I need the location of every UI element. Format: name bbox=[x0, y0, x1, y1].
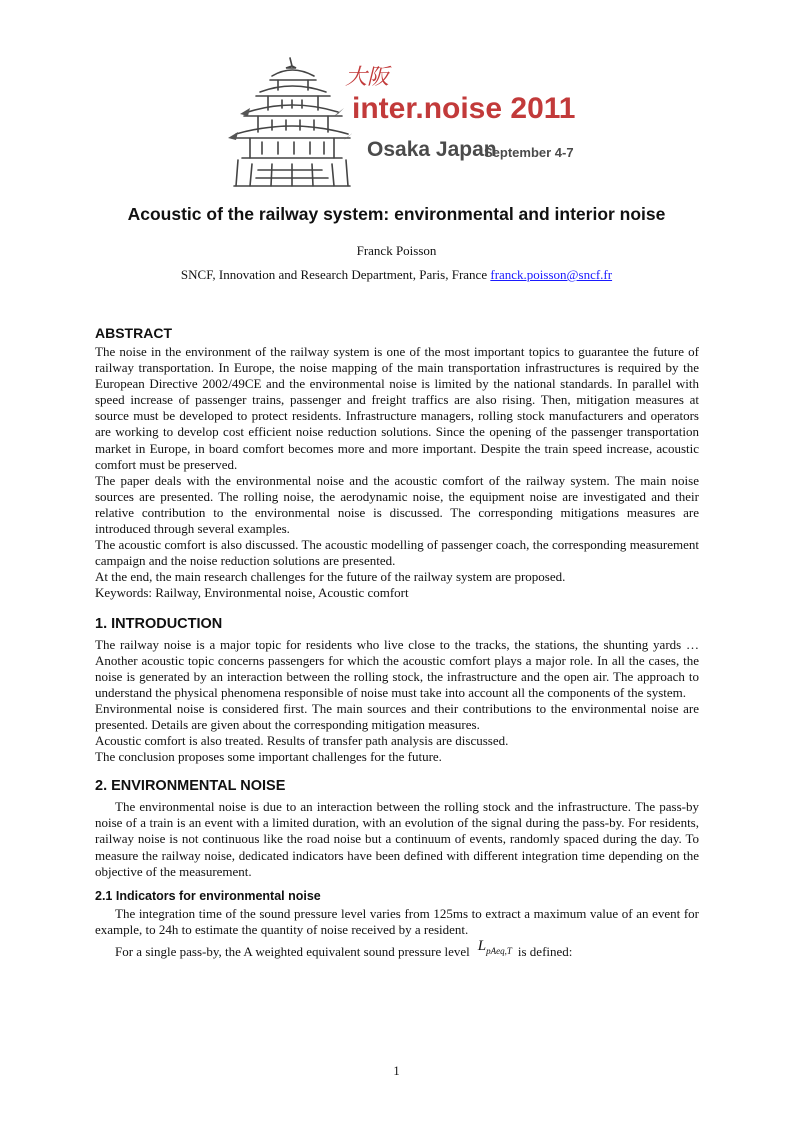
subsection-heading-indicators: 2.1 Indicators for environmental noise bbox=[95, 888, 321, 903]
indicators-paragraph: The integration time of the sound pressure level varies from 125ms to extract a maximum value of an event for example, to 24h to estimate the quantity of noise received by a resident. bbox=[95, 905, 699, 937]
abstract-paragraph: The acoustic comfort is also discussed. The acoustic modelling of passenger coach, the corresponding measurement campaign and the noise reduction solutions are presented. bbox=[95, 537, 699, 569]
intro-paragraph: The railway noise is a major topic for residents who live close to the tracks, the stations, the shunting yards … Another acoustic topic concerns passengers for which the acoustic comfort plays a major role. In all the cases, the noise is generated by an interaction between the rolling stock, the infrastructure and the open air. The approach to understand the physical phenomena responsible of noise must take into account all the components of the system. bbox=[95, 636, 699, 700]
abstract-paragraph: At the end, the main research challenges for the future of the railway system are proposed. bbox=[95, 569, 566, 585]
logo-location: Osaka Japan bbox=[367, 138, 497, 161]
author-affiliation bbox=[0, 267, 793, 283]
conference-logo bbox=[222, 54, 582, 189]
math-symbol-lpaeq bbox=[478, 938, 512, 954]
logo-kanji: 大阪 bbox=[345, 65, 390, 90]
intro-paragraph: Acoustic comfort is also treated. Results of transfer path analysis are discussed. bbox=[95, 733, 509, 749]
logo-dates: September 4-7 bbox=[484, 145, 574, 160]
math-subscript: pAeq,T bbox=[486, 945, 512, 956]
paper-body bbox=[95, 325, 699, 965]
abstract-heading: ABSTRACT bbox=[95, 325, 172, 341]
indicators-formula-line bbox=[95, 937, 699, 965]
abstract-paragraph: The paper deals with the environmental noise and the acoustic comfort of the railway system. The main noise sources are presented. The rolling noise, the aerodynamic noise, the equipment noise are investigated and their relative contribution to the environmental noise is discussed. The corresponding mitigations measures are introduced through several examples. bbox=[95, 472, 699, 537]
env-paragraph: The environmental noise is due to an interaction between the rolling stock and the infrastructure. The pass-by noise of a train is an event with a limited duration, with an evolution of the signal during the pass-by. For residents, railway noise is not continuous like the road noise but a continuum of events, randomly spaced during the day. To measure the railway noise, dedicated indicators have been defined with different integration time depending on the objective of the measurement. bbox=[95, 799, 699, 879]
logo-title: inter.noise 2011 bbox=[352, 92, 576, 125]
intro-paragraph: The conclusion proposes some important challenges for the future. bbox=[95, 749, 442, 765]
paper-title: Acoustic of the railway system: environmental and interior noise bbox=[127, 204, 666, 224]
indicators-text-after: is defined: bbox=[517, 943, 573, 959]
intro-paragraph: Environmental noise is considered first. The main sources and their contributions to the environmental noise are presented. Details are given about the corresponding mitigation measures. bbox=[95, 700, 699, 732]
abstract-paragraph: The noise in the environment of the railway system is one of the most important topics to guarantee the future of railway transportation. In Europe, the noise mapping of the main transportation infrastructures is required by the European Directive 2002/49CE and the environmental noise is limited by the national standards. In parallel with speed increase of passenger trains, passenger and freight traffics are also rising. Then, mitigation measures at source must be developed to protect residents. Infrastructure managers, rolling stock manufacturers and operators are working to develop cost efficient noise reduction solutions. Since the opening of the passenger transportation market in Europe, in board comfort becomes more and more important. Despite the train speed increase, acoustic comfort must be preserved. bbox=[95, 344, 699, 472]
author-email-link[interactable]: franck.poisson@sncf.fr bbox=[490, 267, 613, 282]
section-heading-environmental-noise: 2. ENVIRONMENTAL NOISE bbox=[95, 778, 286, 795]
author-name: Franck Poisson bbox=[356, 243, 437, 258]
affiliation-text: SNCF, Innovation and Research Department, Paris, France bbox=[180, 267, 488, 282]
math-main: L bbox=[477, 937, 487, 954]
osaka-castle-icon bbox=[222, 54, 352, 189]
section-heading-introduction: 1. INTRODUCTION bbox=[95, 615, 223, 632]
indicators-text-before: For a single pass-by, the A weighted equivalent sound pressure level bbox=[115, 943, 470, 959]
keywords: Keywords: Railway, Environmental noise, Acoustic comfort bbox=[95, 585, 409, 601]
page-number: 1 bbox=[393, 1064, 400, 1078]
